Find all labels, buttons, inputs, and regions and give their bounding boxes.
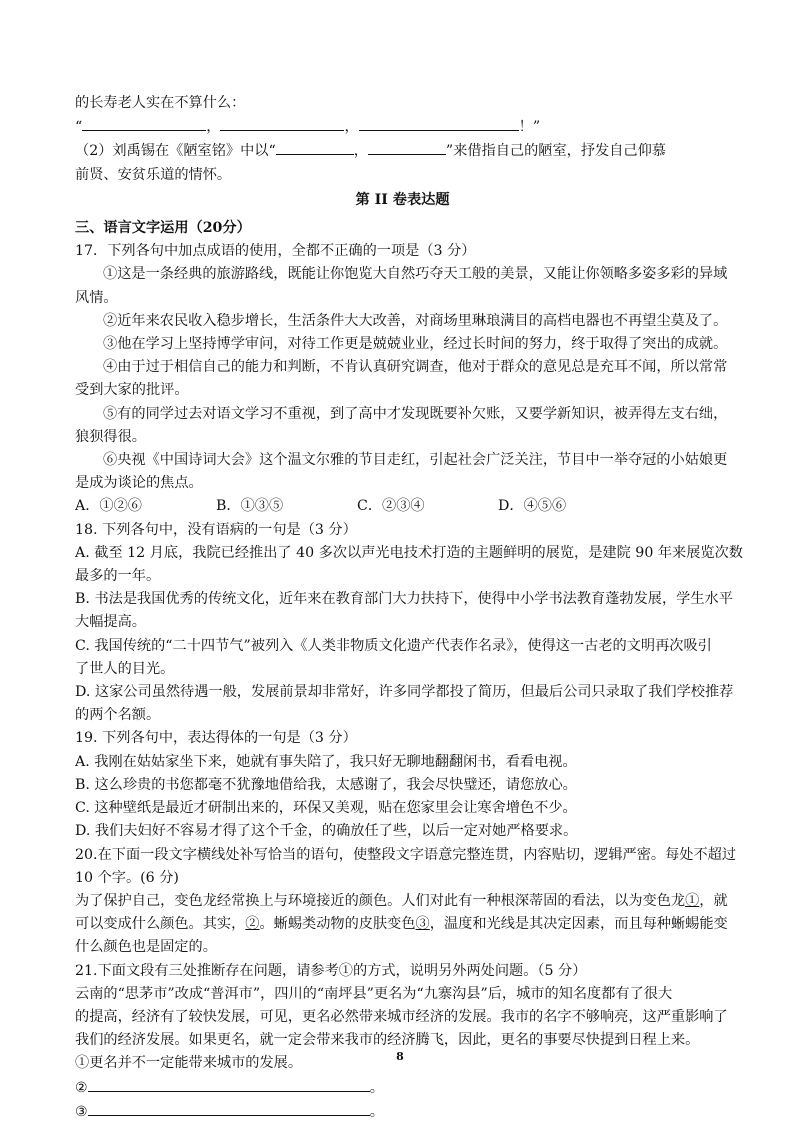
text-line: 的长寿老人实在不算什么： bbox=[75, 95, 246, 111]
text: ，就 bbox=[699, 892, 728, 909]
text-line: 前贤、安贫乐道的情怀。 bbox=[75, 166, 232, 183]
text: ， bbox=[353, 143, 368, 160]
q17-sentence-6-cont: 是成为谈论的焦点。 bbox=[75, 475, 203, 492]
question-21-stem: 21.下面文段有三处推断存在问题，请参考①的方式，说明另外两处问题。（5 分） bbox=[75, 962, 587, 979]
q20-passage-line bbox=[75, 913, 730, 936]
answer-blank[interactable] bbox=[82, 115, 206, 131]
text: ，温度和光线是其决定因素，而且每种蜥蜴能变 bbox=[429, 916, 728, 933]
text: 。 bbox=[369, 1103, 384, 1120]
q21-example-answer: ①更名并不一定能带来城市的发展。 bbox=[75, 1055, 303, 1072]
question-20-stem: 20.在下面一段文字横线处补写恰当的语句，使整段文字语意完整连贯，内容贴切，逻辑严密。每处不超过 bbox=[75, 846, 737, 863]
text: ③ bbox=[75, 1103, 88, 1120]
q20-passage-line: 什么颜色也是固定的。 bbox=[75, 939, 217, 956]
text: ， bbox=[206, 119, 221, 136]
question-17-stem: 17．下列各句中加点成语的使用，全都不正确的一项是（3 分） bbox=[75, 243, 476, 260]
q17-sentence-1-cont: 风情。 bbox=[75, 289, 118, 306]
option-a[interactable]: A．①②⑥ bbox=[75, 498, 142, 515]
q20-passage-line bbox=[75, 890, 730, 913]
text: 可以变成什么颜色。其实， bbox=[75, 916, 246, 933]
question-20-stem-cont: 10 个字。(6 分) bbox=[75, 869, 179, 886]
q18-option-b[interactable]: B. 书法是我国优秀的传统文化，近年来在教育部门大力扶持下，使得中小学书法教育蓬勃发展，学生水平 bbox=[75, 591, 733, 608]
text: （2）刘禹锡在《陋室铭》中以“ bbox=[75, 143, 276, 160]
q19-option-b[interactable]: B. 这么珍贵的书您都毫不犹豫地借给我，太感谢了，我会尽快璧还，请您放心。 bbox=[75, 776, 577, 793]
q21-passage-line: 的提高，经济有了较快发展，可见，更名必然带来城市经济的发展。我市的名字不够响亮，这严重影响了 bbox=[75, 1008, 728, 1025]
answer-blank[interactable] bbox=[88, 1100, 370, 1116]
text: ② bbox=[75, 1079, 88, 1096]
answer-blank[interactable] bbox=[88, 1076, 370, 1092]
q18-option-a[interactable]: A. 截至 12 月底，我院已经推出了 40 多次以声光电技术打造的主题鲜明的展览，是建院 90 年来展览次数 bbox=[75, 544, 743, 561]
q18-option-d[interactable]: D. 这家公司虽然待遇一般，发展前景却非常好，许多同学都投了简历，但最后公司只录取了我们学校推荐 bbox=[75, 684, 734, 701]
question-18-stem: 18. 下列各句中，没有语病的一句是（3 分） bbox=[75, 521, 357, 538]
q18-option-d-cont: 的两个名额。 bbox=[75, 707, 161, 724]
q18-option-c[interactable]: C. 我国传统的“二十四节气”被列入《人类非物质文化遗产代表作名录》，使得这一古老的文明再次吸引 bbox=[75, 637, 712, 654]
blank-marker-2[interactable]: ② bbox=[245, 916, 260, 933]
answer-blank[interactable] bbox=[359, 115, 519, 131]
q19-option-a[interactable]: A. 我刚在姑姑家坐下来，她就有事失陪了，我只好无聊地翻翻闲书，看看电视。 bbox=[75, 753, 577, 770]
answer-blank[interactable] bbox=[276, 139, 354, 155]
q18-option-a-cont: 最多的一年。 bbox=[75, 568, 161, 585]
answer-blank[interactable] bbox=[220, 115, 344, 131]
question-19-stem: 19. 下列各句中，表达得体的一句是（3 分） bbox=[75, 730, 357, 747]
text: ”来借指自己的陋室，抒发自己仰慕 bbox=[445, 143, 666, 160]
q21-answer-line-2 bbox=[75, 1076, 730, 1100]
q18-option-b-cont: 大幅提高。 bbox=[75, 614, 146, 631]
blank-marker-3[interactable]: ③ bbox=[415, 916, 430, 933]
section-heading: 三、语言文字运用（20分） bbox=[75, 220, 251, 237]
text: 为了保护自己，变色龙经常换上与环境接近的颜色。人们对此有一种根深蒂固的看法，以为变色龙 bbox=[75, 892, 686, 909]
text: “ bbox=[75, 119, 83, 136]
volume-title: 第 II 卷表达题 bbox=[355, 191, 450, 208]
text: 。 bbox=[369, 1079, 384, 1096]
q21-passage-line: 我们的经济发展。如果更名，就一定会带来我市的经济腾飞，因此，更名的事要尽快提到日程上来。 bbox=[75, 1032, 700, 1049]
q21-passage-line: 云南的“思茅市”改成“普洱市”，四川的“南坪县”更名为“九寨沟县”后，城市的知名度都有了很大 bbox=[75, 985, 673, 1002]
answer-blank[interactable] bbox=[368, 139, 446, 155]
text: 。蜥蜴类动物的皮肤变色 bbox=[259, 916, 416, 933]
q17-sentence-5-cont: 狼狈得很。 bbox=[75, 428, 146, 445]
blank-marker-1[interactable]: ① bbox=[685, 892, 700, 909]
q17-sentence-1: ①这是一条经典的旅游路线，既能让你饱览大自然巧夺天工般的美景，又能让你领略多姿多彩的异域 bbox=[103, 266, 728, 283]
q19-option-c[interactable]: C. 这种壁纸是最近才研制出来的，环保又美观，贴在您家里会让寒舍增色不少。 bbox=[75, 800, 577, 817]
exam-page bbox=[75, 92, 743, 1124]
q18-option-c-cont: 了世人的目光。 bbox=[75, 660, 175, 677]
q17-sentence-4-cont: 受到大家的批评。 bbox=[75, 382, 189, 399]
text: ！” bbox=[518, 119, 541, 136]
text: ， bbox=[344, 119, 359, 136]
q17-sentence-6: ⑥央视《中国诗词大会》这个温文尔雅的节目走红，引起社会广泛关注，节目中一举夺冠的小姑娘更 bbox=[103, 452, 728, 469]
quote-blanks-line bbox=[75, 115, 730, 139]
q17-sentence-5: ⑤有的同学过去对语文学习不重视，到了高中才发现既要补欠账，又要学新知识，被弄得左支右绌， bbox=[103, 405, 728, 422]
q17-sentence-4: ④由于过于相信自己的能力和判断，不肯认真研究调查，他对于群众的意见总是充耳不闻，所以常常 bbox=[103, 359, 728, 376]
q17-options bbox=[75, 495, 730, 518]
page-number: 8 bbox=[396, 1050, 404, 1063]
q19-option-d[interactable]: D. 我们夫妇好不容易才得了这个千金，的确放任了些，以后一定对她严格要求。 bbox=[75, 823, 578, 840]
option-c[interactable]: C．②③④ bbox=[357, 498, 425, 515]
q17-sentence-3: ③他在学习上坚持博学审问，对待工作更是兢兢业业，经过长时间的努力，终于取得了突出的成就。 bbox=[103, 336, 728, 353]
q17-sentence-2: ②近年来农民收入稳步增长，生活条件大大改善，对商场里琳琅满目的高档电器也不再望尘莫及了。 bbox=[103, 312, 728, 329]
option-d[interactable]: D．④⑤⑥ bbox=[498, 498, 567, 515]
q21-answer-line-3 bbox=[75, 1100, 730, 1124]
quote-blanks-line bbox=[75, 139, 730, 163]
option-b[interactable]: B．①③⑤ bbox=[216, 498, 284, 515]
